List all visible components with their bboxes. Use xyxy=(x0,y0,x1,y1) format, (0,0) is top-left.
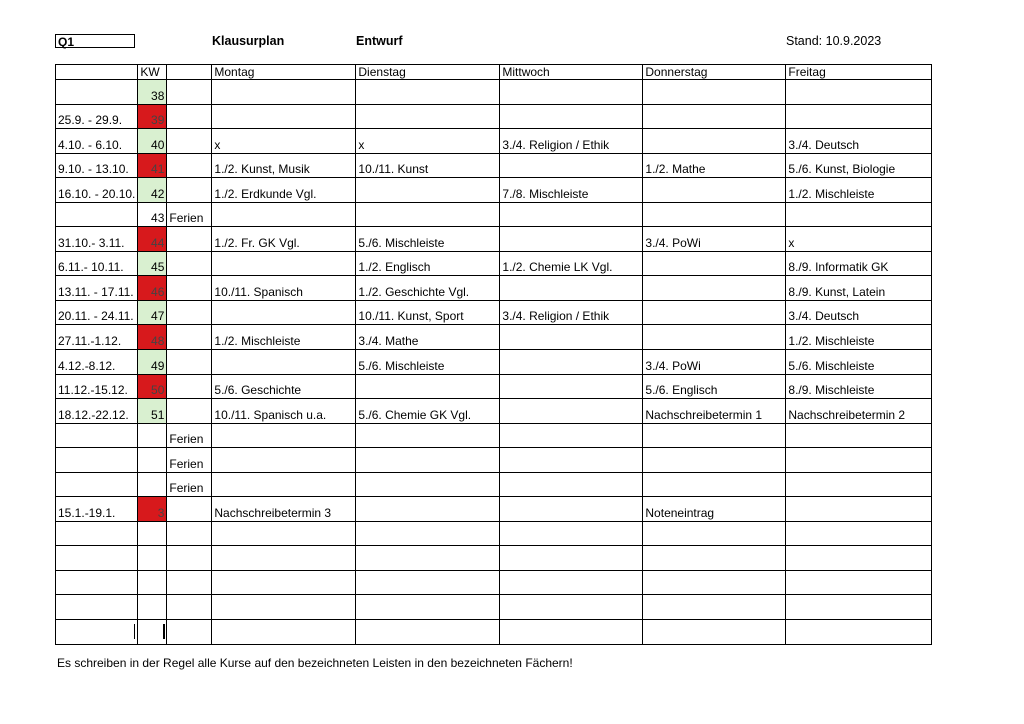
table-row xyxy=(56,202,932,227)
thursday-cell xyxy=(643,80,786,105)
kw-cell: 44 xyxy=(138,227,167,252)
date-cell xyxy=(56,546,138,571)
note-cell xyxy=(167,399,212,424)
thursday-cell xyxy=(643,129,786,154)
tuesday-cell xyxy=(356,497,500,522)
monday-cell xyxy=(212,595,356,620)
monday-cell: Nachschreibetermin 3 xyxy=(212,497,356,522)
table-row xyxy=(56,399,932,424)
note-cell xyxy=(167,104,212,129)
kw-cell: 48 xyxy=(138,325,167,350)
table-row xyxy=(56,546,932,571)
friday-cell xyxy=(786,423,932,448)
monday-cell xyxy=(212,448,356,473)
note-cell: Ferien xyxy=(167,202,212,227)
friday-cell xyxy=(786,570,932,595)
date-cell: 11.12.-15.12. xyxy=(56,374,138,399)
kw-cell xyxy=(138,521,167,546)
thursday-cell: Nachschreibetermin 1 xyxy=(643,399,786,424)
table-row xyxy=(56,350,932,375)
monday-cell: 1./2. Kunst, Musik xyxy=(212,153,356,178)
note-cell xyxy=(167,570,212,595)
wednesday-cell xyxy=(500,153,643,178)
date-cell xyxy=(56,448,138,473)
table-row xyxy=(56,276,932,301)
note-cell xyxy=(167,276,212,301)
note-column-tail xyxy=(163,624,164,639)
monday-cell xyxy=(212,423,356,448)
thursday-cell xyxy=(643,595,786,620)
tuesday-cell: x xyxy=(356,129,500,154)
monday-cell: 1./2. Erdkunde Vgl. xyxy=(212,178,356,203)
friday-cell: 3./4. Deutsch xyxy=(786,300,932,325)
date-cell: 18.12.-22.12. xyxy=(56,399,138,424)
tuesday-cell xyxy=(356,104,500,129)
exam-schedule-table xyxy=(55,64,932,645)
thursday-cell xyxy=(643,546,786,571)
wednesday-cell xyxy=(500,202,643,227)
date-cell: 13.11. - 17.11. xyxy=(56,276,138,301)
header-cell-kw: KW xyxy=(138,65,167,80)
table-row xyxy=(56,472,932,497)
thursday-cell xyxy=(643,325,786,350)
kw-cell: 39 xyxy=(138,104,167,129)
friday-cell: 8./9. Informatik GK xyxy=(786,251,932,276)
kw-cell: 49 xyxy=(138,350,167,375)
monday-cell: 10./11. Spanisch xyxy=(212,276,356,301)
kw-cell: 43 xyxy=(138,202,167,227)
monday-cell xyxy=(212,300,356,325)
kw-cell xyxy=(138,570,167,595)
page-title: Klausurplan xyxy=(212,34,285,48)
draft-label: Entwurf xyxy=(356,34,403,48)
thursday-cell xyxy=(643,570,786,595)
wednesday-cell xyxy=(500,595,643,620)
table-row xyxy=(56,423,932,448)
note-cell xyxy=(167,521,212,546)
thursday-cell: 3./4. PoWi xyxy=(643,227,786,252)
thursday-cell xyxy=(643,104,786,129)
note-cell xyxy=(167,374,212,399)
tuesday-cell: 1./2. Englisch xyxy=(356,251,500,276)
friday-cell xyxy=(786,448,932,473)
note-cell xyxy=(167,251,212,276)
friday-cell xyxy=(786,104,932,129)
date-cell: 9.10. - 13.10. xyxy=(56,153,138,178)
wednesday-cell xyxy=(500,448,643,473)
thursday-cell: 1./2. Mathe xyxy=(643,153,786,178)
kw-cell: 45 xyxy=(138,251,167,276)
note-cell: Ferien xyxy=(167,423,212,448)
monday-cell xyxy=(212,570,356,595)
note-cell xyxy=(167,325,212,350)
monday-cell xyxy=(212,620,356,645)
footer-note: Es schreiben in der Regel alle Kurse auf den bezeichneten Leisten in den bezeichneten Fächern! xyxy=(57,656,573,670)
table-row xyxy=(56,300,932,325)
wednesday-cell: 7./8. Mischleiste xyxy=(500,178,643,203)
thursday-cell xyxy=(643,300,786,325)
table-row xyxy=(56,227,932,252)
tuesday-cell: 5./6. Chemie GK Vgl. xyxy=(356,399,500,424)
note-cell xyxy=(167,178,212,203)
kw-cell: 40 xyxy=(138,129,167,154)
tuesday-cell xyxy=(356,448,500,473)
table-row xyxy=(56,129,932,154)
kw-cell xyxy=(138,595,167,620)
monday-cell xyxy=(212,202,356,227)
thursday-cell xyxy=(643,521,786,546)
table-row xyxy=(56,570,932,595)
monday-cell xyxy=(212,546,356,571)
wednesday-cell xyxy=(500,399,643,424)
thursday-cell xyxy=(643,202,786,227)
header-cell-monday: Montag xyxy=(212,65,356,80)
note-cell xyxy=(167,350,212,375)
thursday-cell: 3./4. PoWi xyxy=(643,350,786,375)
wednesday-cell xyxy=(500,276,643,301)
note-cell xyxy=(167,129,212,154)
friday-cell xyxy=(786,595,932,620)
group-label: Q1 xyxy=(55,34,135,48)
monday-cell xyxy=(212,350,356,375)
kw-cell: 41 xyxy=(138,153,167,178)
monday-cell xyxy=(212,251,356,276)
date-cell xyxy=(56,423,138,448)
wednesday-cell xyxy=(500,227,643,252)
friday-cell: 5./6. Mischleiste xyxy=(786,350,932,375)
date-cell: 31.10.- 3.11. xyxy=(56,227,138,252)
thursday-cell: Noteneintrag xyxy=(643,497,786,522)
date-cell: 15.1.-19.1. xyxy=(56,497,138,522)
tuesday-cell: 5./6. Mischleiste xyxy=(356,227,500,252)
kw-cell: 47 xyxy=(138,300,167,325)
note-cell: Ferien xyxy=(167,472,212,497)
date-cell xyxy=(56,570,138,595)
thursday-cell xyxy=(643,276,786,301)
note-cell: Ferien xyxy=(167,448,212,473)
header-cell-friday: Freitag xyxy=(786,65,932,80)
header-cell-note xyxy=(167,65,212,80)
tuesday-cell xyxy=(356,521,500,546)
note-cell xyxy=(167,497,212,522)
table-row xyxy=(56,374,932,399)
kw-cell: 38 xyxy=(138,80,167,105)
wednesday-cell xyxy=(500,570,643,595)
note-cell xyxy=(167,227,212,252)
kw-cell: 3 xyxy=(138,497,167,522)
monday-cell: 5./6. Geschichte xyxy=(212,374,356,399)
tuesday-cell xyxy=(356,423,500,448)
kw-cell xyxy=(138,423,167,448)
wednesday-cell xyxy=(500,423,643,448)
stand-date: Stand: 10.9.2023 xyxy=(786,34,882,48)
thursday-cell xyxy=(643,251,786,276)
wednesday-cell xyxy=(500,472,643,497)
monday-cell xyxy=(212,104,356,129)
monday-cell: 1./2. Mischleiste xyxy=(212,325,356,350)
table-row xyxy=(56,595,932,620)
friday-cell: 3./4. Deutsch xyxy=(786,129,932,154)
friday-cell: 8./9. Kunst, Latein xyxy=(786,276,932,301)
monday-cell: 1./2. Fr. GK Vgl. xyxy=(212,227,356,252)
table-row xyxy=(56,448,932,473)
friday-cell xyxy=(786,620,932,645)
note-cell xyxy=(167,620,212,645)
thursday-cell xyxy=(643,472,786,497)
kw-cell: 42 xyxy=(138,178,167,203)
table-row xyxy=(56,497,932,522)
date-cell xyxy=(56,80,138,105)
tuesday-cell xyxy=(356,374,500,399)
thursday-cell xyxy=(643,620,786,645)
date-cell: 27.11.-1.12. xyxy=(56,325,138,350)
header-cell-wednesday: Mittwoch xyxy=(500,65,643,80)
wednesday-cell: 1./2. Chemie LK Vgl. xyxy=(500,251,643,276)
friday-cell: x xyxy=(786,227,932,252)
wednesday-cell xyxy=(500,374,643,399)
tuesday-cell xyxy=(356,178,500,203)
header-cell-thursday: Donnerstag xyxy=(643,65,786,80)
kw-cell: 51 xyxy=(138,399,167,424)
friday-cell: Nachschreibetermin 2 xyxy=(786,399,932,424)
tuesday-cell xyxy=(356,202,500,227)
wednesday-cell xyxy=(500,104,643,129)
kw-cell xyxy=(138,546,167,571)
table-row xyxy=(56,521,932,546)
tuesday-cell: 10./11. Kunst xyxy=(356,153,500,178)
wednesday-cell: 3./4. Religion / Ethik xyxy=(500,300,643,325)
wednesday-cell xyxy=(500,521,643,546)
date-cell xyxy=(56,595,138,620)
note-cell xyxy=(167,153,212,178)
date-cell: 4.10. - 6.10. xyxy=(56,129,138,154)
friday-cell xyxy=(786,497,932,522)
thursday-cell xyxy=(643,178,786,203)
note-cell xyxy=(167,80,212,105)
note-cell xyxy=(167,300,212,325)
date-cell xyxy=(56,521,138,546)
kw-column-tail xyxy=(134,624,165,639)
friday-cell: 1./2. Mischleiste xyxy=(786,325,932,350)
tuesday-cell: 5./6. Mischleiste xyxy=(356,350,500,375)
friday-cell xyxy=(786,202,932,227)
monday-cell: x xyxy=(212,129,356,154)
thursday-cell xyxy=(643,423,786,448)
friday-cell xyxy=(786,546,932,571)
table-row xyxy=(56,178,932,203)
wednesday-cell xyxy=(500,497,643,522)
monday-cell xyxy=(212,472,356,497)
kw-cell xyxy=(138,472,167,497)
note-cell xyxy=(167,595,212,620)
monday-cell: 10./11. Spanisch u.a. xyxy=(212,399,356,424)
wednesday-cell xyxy=(500,546,643,571)
date-cell xyxy=(56,472,138,497)
wednesday-cell xyxy=(500,80,643,105)
table-row xyxy=(56,620,932,645)
wednesday-cell: 3./4. Religion / Ethik xyxy=(500,129,643,154)
wednesday-cell xyxy=(500,325,643,350)
table-row xyxy=(56,325,932,350)
monday-cell xyxy=(212,80,356,105)
friday-cell: 8./9. Mischleiste xyxy=(786,374,932,399)
wednesday-cell xyxy=(500,620,643,645)
friday-cell: 1./2. Mischleiste xyxy=(786,178,932,203)
table-row xyxy=(56,80,932,105)
date-cell xyxy=(56,620,138,645)
date-cell: 6.11.- 10.11. xyxy=(56,251,138,276)
monday-cell xyxy=(212,521,356,546)
table-row xyxy=(56,104,932,129)
kw-cell: 50 xyxy=(138,374,167,399)
date-cell xyxy=(56,202,138,227)
tuesday-cell xyxy=(356,620,500,645)
table-header-row xyxy=(56,65,932,80)
kw-cell: 46 xyxy=(138,276,167,301)
thursday-cell: 5./6. Englisch xyxy=(643,374,786,399)
tuesday-cell: 3./4. Mathe xyxy=(356,325,500,350)
tuesday-cell: 10./11. Kunst, Sport xyxy=(356,300,500,325)
header-cell-date xyxy=(56,65,138,80)
tuesday-cell xyxy=(356,595,500,620)
date-cell: 20.11. - 24.11. xyxy=(56,300,138,325)
tuesday-cell xyxy=(356,570,500,595)
thursday-cell xyxy=(643,448,786,473)
header-cell-tuesday: Dienstag xyxy=(356,65,500,80)
date-cell: 4.12.-8.12. xyxy=(56,350,138,375)
kw-cell xyxy=(138,448,167,473)
friday-cell xyxy=(786,80,932,105)
tuesday-cell xyxy=(356,472,500,497)
friday-cell xyxy=(786,521,932,546)
date-cell: 25.9. - 29.9. xyxy=(56,104,138,129)
friday-cell: 5./6. Kunst, Biologie xyxy=(786,153,932,178)
table-row xyxy=(56,153,932,178)
table-row xyxy=(56,251,932,276)
tuesday-cell: 1./2. Geschichte Vgl. xyxy=(356,276,500,301)
wednesday-cell xyxy=(500,350,643,375)
tuesday-cell xyxy=(356,546,500,571)
tuesday-cell xyxy=(356,80,500,105)
date-cell: 16.10. - 20.10. xyxy=(56,178,138,203)
note-cell xyxy=(167,546,212,571)
friday-cell xyxy=(786,472,932,497)
